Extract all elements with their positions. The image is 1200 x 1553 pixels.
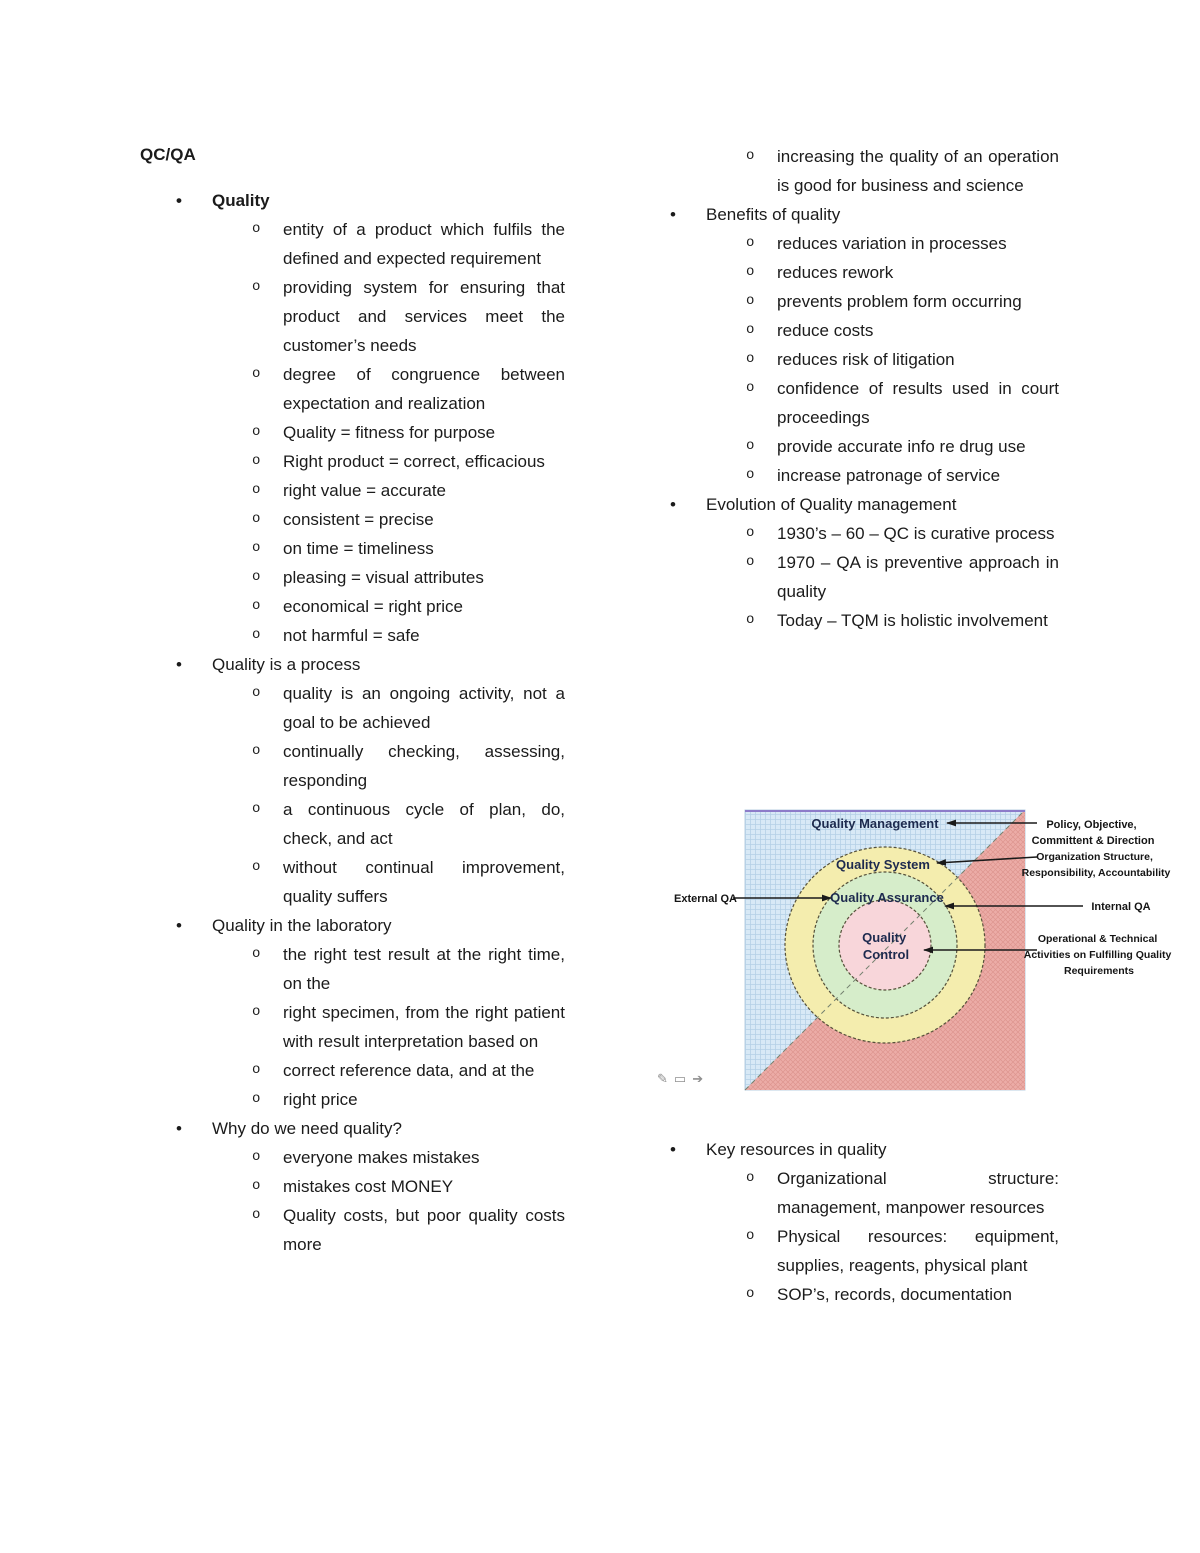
quality-control-line1: Quality — [862, 930, 907, 945]
sub-item — [140, 679, 565, 737]
sub-item — [140, 534, 565, 563]
sub-item — [140, 476, 565, 505]
sub-item — [634, 258, 1059, 287]
sub-item — [140, 737, 565, 795]
operational-label-line3: Requirements — [1063, 965, 1135, 977]
sub-item-text: increasing the quality of an operation is good for business and science — [777, 147, 1059, 195]
sub-item — [140, 1143, 565, 1172]
sub-item-text: not harmful = safe — [283, 626, 420, 645]
sub-item-text: Physical resources: equipment, supplies, reagents, physical plant — [777, 1227, 1059, 1275]
bullet-heading — [140, 911, 565, 940]
sub-item — [140, 505, 565, 534]
sub-item — [140, 621, 565, 650]
bullet-heading — [634, 1135, 1059, 1164]
bullet-heading-label: Quality — [212, 191, 270, 210]
policy-label — [1032, 819, 1155, 847]
sub-item-text: Quality costs, but poor quality costs more — [283, 1206, 565, 1254]
bullet-heading — [140, 186, 565, 215]
sub-item-text: pleasing = visual attributes — [283, 568, 484, 587]
sub-item-text: on time = timeliness — [283, 539, 434, 558]
sub-item — [634, 606, 1059, 635]
sub-item-text: entity of a product which fulfils the defined and expected requirement — [283, 220, 565, 268]
operational-label-line2: Activities on Fulfilling Quality — [1023, 949, 1172, 961]
sub-item — [634, 142, 1059, 200]
sub-item-text: SOP’s, records, documentation — [777, 1285, 1012, 1304]
right-column-top — [634, 142, 1059, 635]
sub-item-text: right specimen, from the right patient with result interpretation based on — [283, 1003, 565, 1051]
quality-assurance-label: Quality Assurance — [830, 890, 944, 905]
internal-qa-label: Internal QA — [1091, 901, 1151, 913]
bullet-heading — [140, 1114, 565, 1143]
bullet-heading-label: Quality in the laboratory — [212, 916, 392, 935]
sub-item-text: right price — [283, 1090, 358, 1109]
sub-item — [634, 1280, 1059, 1309]
sub-item — [634, 1164, 1059, 1222]
quality-system-label: Quality System — [836, 857, 930, 872]
sub-item — [634, 1222, 1059, 1280]
sub-item — [634, 229, 1059, 258]
sub-item — [140, 418, 565, 447]
sub-item-text: prevents problem form occurring — [777, 292, 1022, 311]
sub-item-text: 1970 – QA is preventive approach in quality — [777, 553, 1059, 601]
bullet-heading-label: Quality is a process — [212, 655, 361, 674]
quality-management-label: Quality Management — [811, 816, 939, 831]
organization-label — [1022, 851, 1171, 879]
sub-item-text: increase patronage of service — [777, 466, 1001, 485]
sub-item-text: reduces variation in processes — [777, 234, 1007, 253]
sub-item — [140, 795, 565, 853]
sub-item — [140, 447, 565, 476]
sub-item-text: Organizational structure: management, manpower resources — [777, 1169, 1059, 1217]
mini-toolbar — [657, 1071, 709, 1087]
sub-item — [634, 519, 1059, 548]
quality-control-circle — [839, 900, 931, 990]
sub-item-text: mistakes cost MONEY — [283, 1177, 454, 1196]
sub-item-text: provide accurate info re drug use — [777, 437, 1026, 456]
page-title: QC/QA — [140, 145, 196, 164]
policy-label-line1: Policy, Objective, — [1046, 819, 1137, 831]
operational-label — [1024, 933, 1173, 977]
quality-diagram — [653, 797, 1173, 1109]
sub-item — [140, 1201, 565, 1259]
sub-item — [140, 563, 565, 592]
bullet-heading — [140, 650, 565, 679]
organization-label-line1: Organization Structure, — [1036, 851, 1153, 863]
sub-item — [140, 215, 565, 273]
sub-item — [140, 360, 565, 418]
sub-item-text: Right product = correct, efficacious — [283, 452, 545, 471]
sub-item — [634, 461, 1059, 490]
sub-item — [140, 1172, 565, 1201]
quality-control-line2: Control — [862, 947, 910, 962]
sub-item — [634, 548, 1059, 606]
sub-item-text: degree of congruence between expectation and realization — [283, 365, 565, 413]
bullet-heading — [634, 200, 1059, 229]
sub-item-text: providing system for ensuring that product and services meet the customer’s needs — [283, 278, 565, 355]
policy-label-line2: Committent & Direction — [1031, 835, 1155, 847]
sub-item-text: economical = right price — [283, 597, 464, 616]
bullet-heading-label: Why do we need quality? — [212, 1119, 402, 1138]
bullet-heading-label: Key resources in quality — [706, 1140, 887, 1159]
sub-item — [140, 1085, 565, 1114]
sub-item — [140, 592, 565, 621]
sub-item-text: continually checking, assessing, responding — [283, 742, 565, 790]
sub-item-text: consistent = precise — [283, 510, 434, 529]
left-column — [140, 186, 565, 1259]
sub-item-text: 1930’s – 60 – QC is curative process — [777, 524, 1055, 543]
rect-icon: ▭ — [673, 1071, 693, 1086]
sub-item-text: a continuous cycle of plan, do, check, and act — [283, 800, 565, 848]
sub-item — [140, 1056, 565, 1085]
sub-item-text: reduce costs — [777, 321, 874, 340]
organization-label-line2: Responsibility, Accountability — [1021, 867, 1171, 879]
sub-item — [140, 273, 565, 360]
sub-item-text: reduces risk of litigation — [777, 350, 955, 369]
sub-item-text: Quality = fitness for purpose — [283, 423, 496, 442]
sub-item — [634, 345, 1059, 374]
sub-item-text: the right test result at the right time, on the — [283, 945, 565, 993]
sub-item-text: everyone makes mistakes — [283, 1148, 480, 1167]
sub-item — [140, 853, 565, 911]
sub-item — [140, 940, 565, 998]
sub-item-text: correct reference data, and at the — [283, 1061, 535, 1080]
operational-label-line1: Operational & Technical — [1037, 933, 1158, 945]
sub-item — [634, 287, 1059, 316]
sub-item — [634, 432, 1059, 461]
arrow-right-icon: ➔ — [692, 1071, 710, 1086]
sub-item — [634, 316, 1059, 345]
bullet-heading — [634, 490, 1059, 519]
sub-item — [634, 374, 1059, 432]
sub-item-text: quality is an ongoing activity, not a goal to be achieved — [283, 684, 565, 732]
sub-item-text: without continual improvement, quality suffers — [283, 858, 565, 906]
bullet-heading-label: Evolution of Quality management — [706, 495, 957, 514]
external-qa-label: External QA — [674, 893, 737, 905]
bullet-heading-label: Benefits of quality — [706, 205, 841, 224]
sub-item-text: confidence of results used in court proceedings — [777, 379, 1059, 427]
pencil-icon: ✎ — [657, 1071, 674, 1086]
sub-item-text: reduces rework — [777, 263, 894, 282]
sub-item — [140, 998, 565, 1056]
right-column-bottom — [634, 1135, 1059, 1309]
sub-item-text: Today – TQM is holistic involvement — [777, 611, 1048, 630]
sub-item-text: right value = accurate — [283, 481, 447, 500]
